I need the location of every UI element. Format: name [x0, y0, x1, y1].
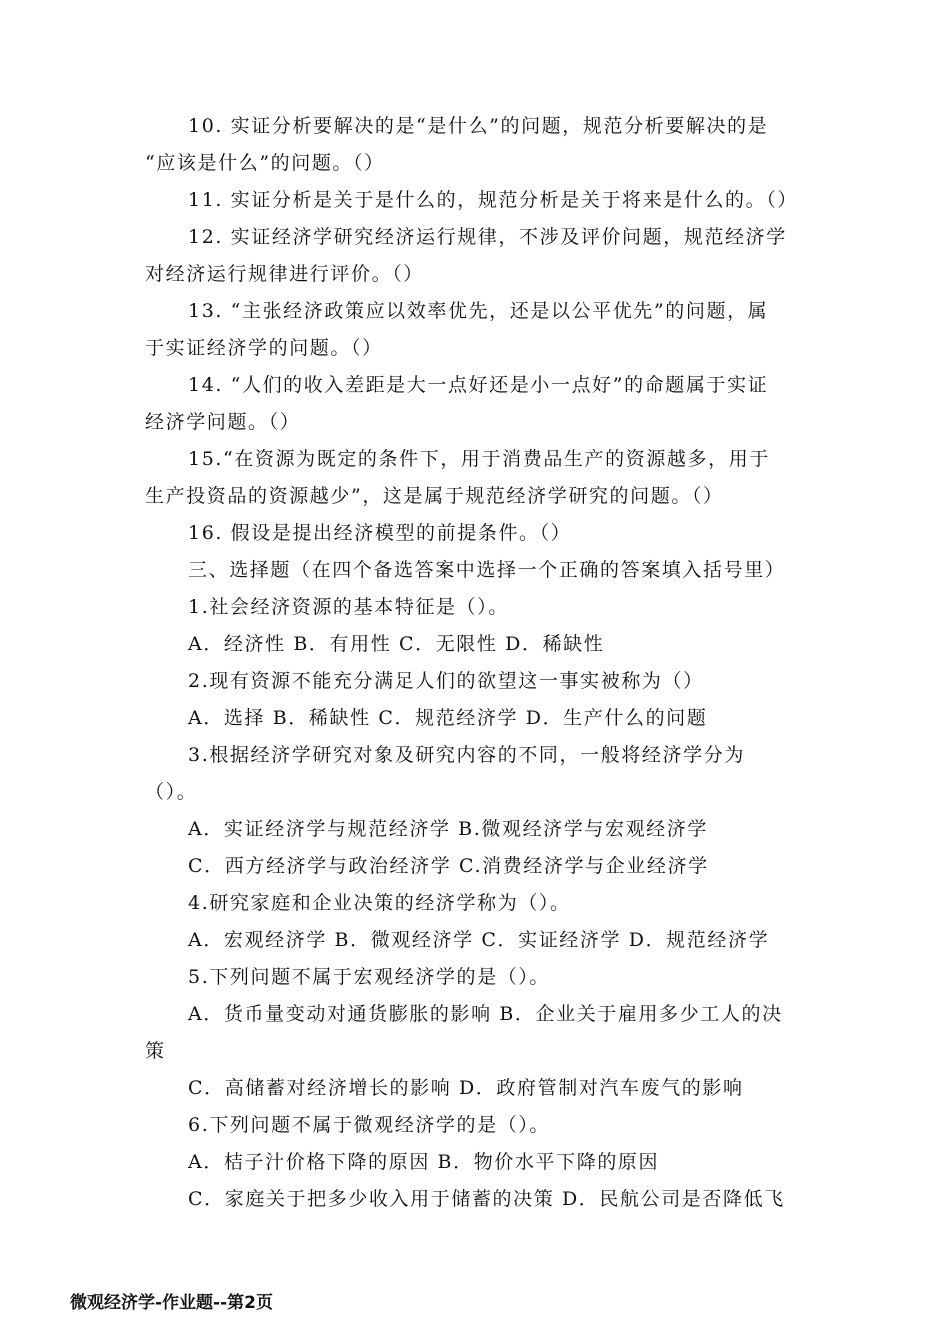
mc-options-5-line-1: A．货币量变动对通货膨胀的影响 B．企业关于雇用多少工人的决 [188, 1003, 783, 1025]
question-10-line-2: “应该是什么”的问题。（） [145, 152, 385, 174]
mc-options-5-line-2: 策 [145, 1040, 166, 1062]
document-body [145, 108, 820, 1218]
question-12-line-2: 对经济运行规律进行评价。（） [145, 263, 424, 285]
mc-question-3-line-1: 3.根据经济学研究对象及研究内容的不同，一般将经济学分为 [188, 744, 745, 766]
mc-question-6: 6.下列问题不属于微观经济学的是（）。 [188, 1114, 551, 1136]
question-14-line-2: 经济学问题。（） [145, 411, 301, 433]
question-10-line-1: 10. 实证分析要解决的是“是什么”的问题，规范分析要解决的是 [188, 115, 769, 137]
question-15-line-2: 生产投资品的资源越少”，这是属于规范经济学研究的问题。（） [145, 485, 724, 507]
mc-options-5-line-3: C．高储蓄对经济增长的影响 D．政府管制对汽车废气的影响 [188, 1077, 744, 1099]
question-13-line-1: 13. “主张经济政策应以效率优先，还是以公平优先”的问题，属 [188, 300, 769, 322]
question-13-line-2: 于实证经济学的问题。（） [145, 337, 383, 359]
question-14-line-1: 14. “人们的收入差距是大一点好还是小一点好”的命题属于实证 [188, 374, 769, 396]
mc-options-3-line-1: A．实证经济学与规范经济学 B.微观经济学与宏观经济学 [188, 818, 708, 840]
mc-question-1: 1.社会经济资源的基本特征是（）。 [188, 596, 509, 618]
mc-question-3-line-2: （）。 [145, 781, 198, 803]
mc-options-4: A．宏观经济学 B．微观经济学 C．实证经济学 D．规范经济学 [188, 929, 770, 951]
question-16: 16. 假设是提出经济模型的前提条件。（） [188, 522, 572, 544]
question-15-line-1: 15.“在资源为既定的条件下，用于消费品生产的资源越多，用于 [188, 448, 770, 470]
mc-question-2: 2.现有资源不能充分满足人们的欲望这一事实被称为（） [188, 670, 704, 692]
mc-options-2: A．选择 B．稀缺性 C．规范经济学 D．生产什么的问题 [188, 707, 708, 729]
question-11: 11. 实证分析是关于是什么的，规范分析是关于将来是什么的。（） [188, 189, 798, 211]
mc-question-5: 5.下列问题不属于宏观经济学的是（）。 [188, 966, 551, 988]
section-heading: 三、选择题（在四个备选答案中选择一个正确的答案填入括号里） [188, 559, 786, 581]
mc-options-6-line-1: A．桔子汁价格下降的原因 B．物价水平下降的原因 [188, 1151, 660, 1173]
mc-question-4: 4.研究家庭和企业决策的经济学称为（）。 [188, 892, 571, 914]
mc-options-3-line-2: C．西方经济学与政治经济学 C.消费经济学与企业经济学 [188, 855, 709, 877]
question-12-line-1: 12. 实证经济学研究经济运行规律，不涉及评价问题，规范经济学 [188, 226, 787, 248]
mc-options-1: A．经济性 B．有用性 C．无限性 D．稀缺性 [188, 633, 605, 655]
page-footer: 微观经济学-作业题--第2页 [70, 1293, 273, 1313]
mc-options-6-line-2: C．家庭关于把多少收入用于储蓄的决策 D．民航公司是否降低飞 [188, 1188, 785, 1210]
